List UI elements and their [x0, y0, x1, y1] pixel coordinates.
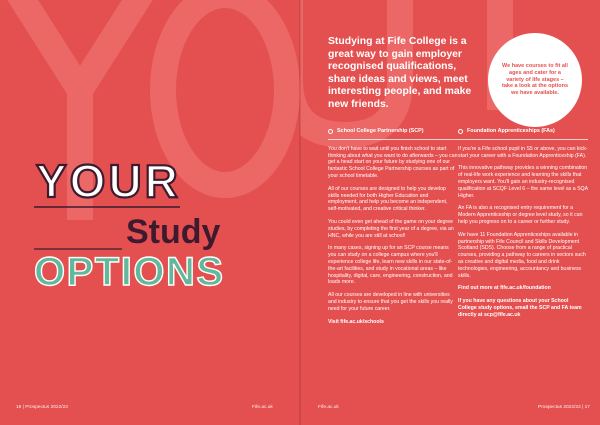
- fa-closing: If you have any questions about your School College study options, email the SCP and FA team directly at scp@fife.ac.uk: [458, 298, 582, 318]
- fa-paragraph: We have 11 Foundation Apprenticeships available in partnership with Fife Council and Skills Development Scotland (SDS). Choose from a range of practical courses, providing a pathway to careers in sectors such as creative and digital media, food and drink technologies, engineering, accountancy and business skills.: [458, 231, 586, 279]
- scp-paragraph: You could even get ahead of the game on your degree studies, by completing the first year of a degree, via an HNC, while you are still at school!: [328, 218, 454, 239]
- circle-bullet-icon: [328, 129, 333, 134]
- fa-paragraph: This innovative pathway provides a winning combination of real-life work experience and learning the skills that employers want. You'll gain an industry-recognised qualification at SCQF Level 6 – the same level as a SQA Higher.: [458, 165, 588, 199]
- fa-heading-text: Foundation Apprenticeships (FAs): [467, 128, 555, 134]
- info-bubble-text: We have courses to fit all ages and cater for a variety of life stages – take a look at the options we have available.: [502, 63, 569, 97]
- scp-column: [328, 128, 458, 331]
- footer-right-page-number: Prospectus 2022/23 | 17: [538, 405, 590, 410]
- scp-paragraph: All of our courses are designed to help you develop skills needed for both Higher Education and employment, and help you become an independent, self-motivated, and creative critical thinker.: [328, 185, 448, 213]
- title-line-options: OPTIONS: [34, 250, 225, 294]
- footer-left-page-number: 16 | Prospectus 2022/23: [16, 405, 68, 410]
- footer-right-url[interactable]: Fife.ac.uk: [318, 405, 339, 410]
- fa-column: [458, 128, 588, 325]
- scp-heading: [328, 128, 458, 140]
- intro-heading: Studying at Fife College is a great way to gain employer recognised qualifications, share ideas and views, meet interesting people, and make new friends.: [328, 36, 472, 110]
- scp-paragraph: All our courses are developed in line with universities and industry to ensure that you get the skills you really need for your future career.: [328, 292, 453, 312]
- fa-heading: [458, 128, 588, 140]
- scp-heading-text: School College Partnership (SCP): [337, 128, 424, 134]
- title-line-your: YOUR: [36, 155, 181, 207]
- fa-link[interactable]: Find out more at fife.ac.uk/foundation: [458, 285, 551, 292]
- scp-paragraph: You don't have to wait until you finish school to start thinking about what you want to do afterwards – you can get a head start on your future by studying one of our fantastic School College Partnership courses as part of your school timetable.: [328, 145, 458, 179]
- info-bubble: [488, 33, 582, 127]
- scp-link[interactable]: Visit fife.ac.uk/schools: [328, 318, 384, 325]
- title-line-study: Study: [126, 213, 221, 251]
- scp-paragraph: In many cases, signing up for an SCP course means you can study on a college campus where you'll experience college life, learn new skills in our state-of-the-art facilities, and study in vocational areas – like hospitality, digital, care, engineering, construction, and loads more.: [328, 245, 453, 286]
- footer-left-url[interactable]: Fife.ac.uk: [252, 405, 273, 410]
- fa-paragraph: If you're a Fife school pupil in S5 or above, you can kick-start your career with a Foundation Apprenticeship (FA).: [458, 145, 588, 159]
- circle-bullet-icon: [458, 129, 463, 134]
- fa-paragraph: An FA is also a recognised entry requirement for a Modern Apprenticeship or degree level study, so it can help you progress on to a career or further study.: [458, 205, 583, 225]
- title-graphic: [30, 155, 300, 295]
